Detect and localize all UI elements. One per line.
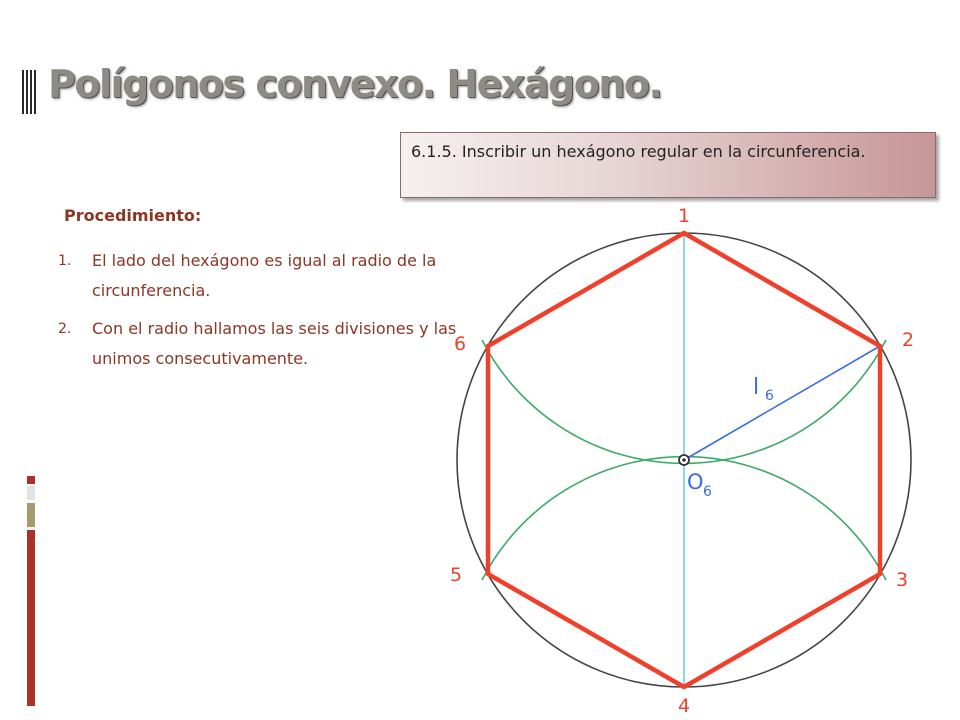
side-bar-tan bbox=[27, 503, 35, 527]
side-bar-light bbox=[27, 486, 35, 500]
hexagon-construction-figure bbox=[440, 200, 940, 720]
vertex-label-2: 2 bbox=[902, 329, 915, 351]
procedure-heading: Procedimiento: bbox=[64, 206, 202, 225]
procedure-steps bbox=[58, 246, 458, 382]
side-bar-dark bbox=[27, 530, 35, 706]
step-text: Con el radio hallamos las seis divisiones y las unimos consecutivamente. bbox=[92, 319, 457, 368]
step-number: 1. bbox=[58, 253, 72, 269]
side-label-subscript: 6 bbox=[765, 388, 774, 404]
vertex-label-5: 5 bbox=[450, 564, 463, 586]
center-dot bbox=[682, 458, 686, 462]
procedure-step bbox=[58, 246, 458, 306]
vertex-label-6: 6 bbox=[454, 333, 467, 355]
slide-title: Polígonos convexo. Hexágono. bbox=[48, 62, 662, 106]
vertex-label-3: 3 bbox=[896, 569, 909, 591]
title-decoration bbox=[22, 70, 40, 114]
procedure-step bbox=[58, 314, 458, 374]
center-label-o: O bbox=[687, 470, 704, 494]
vertex-label-4: 4 bbox=[677, 695, 691, 717]
exercise-callout: 6.1.5. Inscribir un hexágono regular en la circunferencia. bbox=[400, 132, 936, 198]
side-bar-dark-top bbox=[27, 476, 35, 484]
side-label-l: l bbox=[753, 375, 760, 400]
center-label-subscript: 6 bbox=[703, 484, 712, 500]
step-number: 2. bbox=[58, 321, 72, 337]
vertex-label-1: 1 bbox=[677, 205, 691, 227]
step-text: El lado del hexágono es igual al radio de la circunferencia. bbox=[92, 251, 437, 300]
radius-line bbox=[684, 346, 880, 460]
